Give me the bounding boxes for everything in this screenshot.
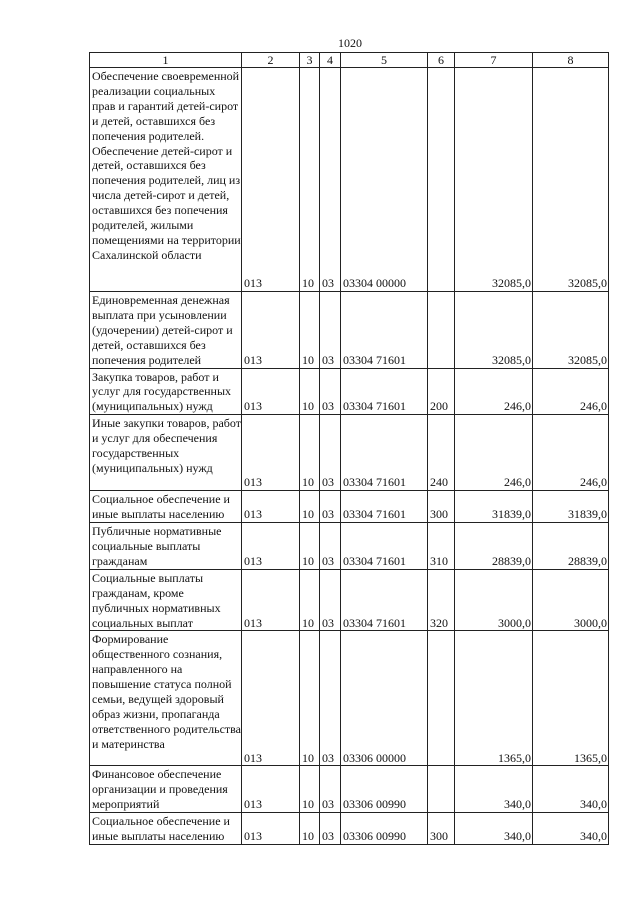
expense-type-cell: 300 — [428, 813, 455, 845]
section-cell: 10 — [300, 491, 320, 523]
target-article-cell: 03304 71601 — [341, 569, 428, 631]
amount-cell: 340,0 — [533, 813, 609, 845]
ministry-code-cell: 013 — [242, 292, 300, 369]
ministry-code-cell: 013 — [242, 368, 300, 415]
column-header: 4 — [320, 53, 341, 68]
ministry-code-cell: 013 — [242, 813, 300, 845]
subsection-cell: 03 — [320, 523, 341, 570]
expense-type-cell: 320 — [428, 569, 455, 631]
amount-cell: 28839,0 — [455, 523, 533, 570]
table-row — [90, 491, 609, 523]
target-article-cell: 03304 71601 — [341, 523, 428, 570]
row-name-cell: Социальное обеспечение и иные выплаты населению — [90, 491, 242, 523]
amount-cell: 246,0 — [533, 415, 609, 491]
row-name-cell: Формирование общественного сознания, направленного на повышение статуса полной семьи, ведущей здоровый образ жизни, пропаганда ответственного родительства и материнства — [90, 631, 242, 766]
amount-cell: 32085,0 — [455, 68, 533, 292]
row-name-cell: Закупка товаров, работ и услуг для государственных (муниципальных) нужд — [90, 368, 242, 415]
table-row — [90, 631, 609, 766]
expense-type-cell — [428, 631, 455, 766]
table-row — [90, 68, 609, 292]
section-cell: 10 — [300, 631, 320, 766]
ministry-code-cell: 013 — [242, 523, 300, 570]
target-article-cell: 03304 71601 — [341, 292, 428, 369]
target-article-cell: 03304 00000 — [341, 68, 428, 292]
amount-cell: 3000,0 — [533, 569, 609, 631]
amount-cell: 340,0 — [455, 766, 533, 813]
expense-type-cell — [428, 68, 455, 292]
row-name-cell: Финансовое обеспечение организации и проведения мероприятий — [90, 766, 242, 813]
table-row — [90, 415, 609, 491]
expense-type-cell: 310 — [428, 523, 455, 570]
subsection-cell: 03 — [320, 292, 341, 369]
target-article-cell: 03306 00990 — [341, 766, 428, 813]
amount-cell: 31839,0 — [455, 491, 533, 523]
row-name-cell: Социальное обеспечение и иные выплаты населению — [90, 813, 242, 845]
table-row — [90, 813, 609, 845]
amount-cell: 32085,0 — [533, 68, 609, 292]
expense-type-cell — [428, 766, 455, 813]
subsection-cell: 03 — [320, 569, 341, 631]
amount-cell: 340,0 — [533, 766, 609, 813]
section-cell: 10 — [300, 68, 320, 292]
section-cell: 10 — [300, 368, 320, 415]
target-article-cell: 03306 00990 — [341, 813, 428, 845]
ministry-code-cell: 013 — [242, 415, 300, 491]
table-header-row — [90, 53, 609, 68]
expense-type-cell: 200 — [428, 368, 455, 415]
row-name-cell: Иные закупки товаров, работ и услуг для обеспечения государственных (муниципальных) нужд — [90, 415, 242, 491]
subsection-cell: 03 — [320, 368, 341, 415]
target-article-cell: 03304 71601 — [341, 368, 428, 415]
amount-cell: 31839,0 — [533, 491, 609, 523]
section-cell: 10 — [300, 766, 320, 813]
subsection-cell: 03 — [320, 631, 341, 766]
expense-type-cell: 240 — [428, 415, 455, 491]
ministry-code-cell: 013 — [242, 569, 300, 631]
page-number: 1020 — [338, 36, 362, 50]
column-header: 5 — [341, 53, 428, 68]
amount-cell: 3000,0 — [455, 569, 533, 631]
amount-cell: 246,0 — [533, 368, 609, 415]
ministry-code-cell: 013 — [242, 631, 300, 766]
amount-cell: 246,0 — [455, 368, 533, 415]
column-header: 7 — [455, 53, 533, 68]
budget-table — [89, 52, 609, 845]
row-name-cell: Социальные выплаты гражданам, кроме публичных нормативных социальных выплат — [90, 569, 242, 631]
amount-cell: 32085,0 — [455, 292, 533, 369]
row-name-cell: Обеспечение своевременной реализации социальных прав и гарантий детей-сирот и детей, оставшихся без попечения родителей. Обеспечение детей-сирот и детей, оставшихся без попечения родителей, лиц из числа детей-сирот и детей, оставшихся без попечения родителей, жилыми помещениями на территории Сахалинской области — [90, 68, 242, 292]
ministry-code-cell: 013 — [242, 766, 300, 813]
column-header: 3 — [300, 53, 320, 68]
section-cell: 10 — [300, 292, 320, 369]
column-header: 2 — [242, 53, 300, 68]
ministry-code-cell: 013 — [242, 68, 300, 292]
subsection-cell: 03 — [320, 415, 341, 491]
amount-cell: 1365,0 — [533, 631, 609, 766]
amount-cell: 28839,0 — [533, 523, 609, 570]
column-header: 1 — [90, 53, 242, 68]
table-row — [90, 292, 609, 369]
amount-cell: 246,0 — [455, 415, 533, 491]
column-header: 6 — [428, 53, 455, 68]
row-name-cell: Единовременная денежная выплата при усыновлении (удочерении) детей-сирот и детей, оставшихся без попечения родителей — [90, 292, 242, 369]
section-cell: 10 — [300, 415, 320, 491]
subsection-cell: 03 — [320, 491, 341, 523]
table-row — [90, 368, 609, 415]
table-row — [90, 766, 609, 813]
table-row — [90, 523, 609, 570]
amount-cell: 1365,0 — [455, 631, 533, 766]
row-name-cell: Публичные нормативные социальные выплаты гражданам — [90, 523, 242, 570]
subsection-cell: 03 — [320, 813, 341, 845]
table-row — [90, 569, 609, 631]
amount-cell: 32085,0 — [533, 292, 609, 369]
section-cell: 10 — [300, 523, 320, 570]
target-article-cell: 03306 00000 — [341, 631, 428, 766]
amount-cell: 340,0 — [455, 813, 533, 845]
expense-type-cell: 300 — [428, 491, 455, 523]
target-article-cell: 03304 71601 — [341, 491, 428, 523]
expense-type-cell — [428, 292, 455, 369]
section-cell: 10 — [300, 813, 320, 845]
target-article-cell: 03304 71601 — [341, 415, 428, 491]
ministry-code-cell: 013 — [242, 491, 300, 523]
subsection-cell: 03 — [320, 766, 341, 813]
column-header: 8 — [533, 53, 609, 68]
subsection-cell: 03 — [320, 68, 341, 292]
section-cell: 10 — [300, 569, 320, 631]
